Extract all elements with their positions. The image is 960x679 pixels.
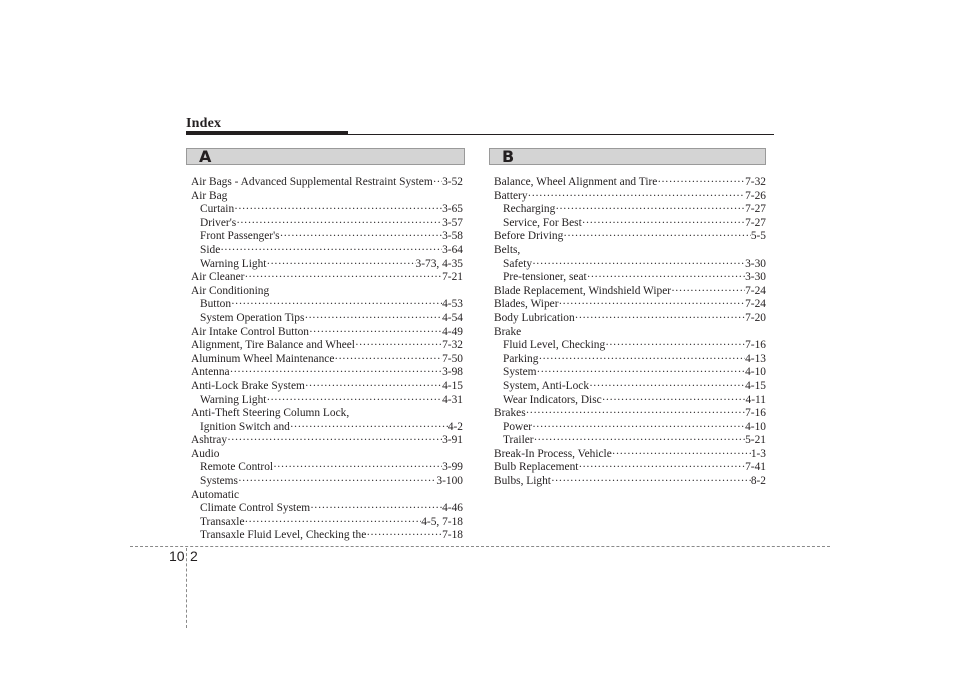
index-entry-text: Before Driving bbox=[494, 230, 564, 243]
index-entry-text: Automatic bbox=[191, 488, 240, 501]
index-entry bbox=[494, 271, 766, 285]
index-entry bbox=[191, 434, 463, 448]
section-header-a bbox=[186, 148, 465, 165]
index-entry-page: 4-10 bbox=[745, 420, 766, 433]
index-entry bbox=[191, 502, 463, 516]
index-entry bbox=[494, 285, 766, 299]
dot-leader bbox=[589, 380, 745, 394]
index-entry-page: 3-73, 4-35 bbox=[415, 257, 463, 270]
index-entry-text: Air Bag bbox=[191, 189, 228, 202]
index-entry-text: Curtain bbox=[200, 203, 235, 216]
index-entry-text: Power bbox=[503, 420, 533, 433]
index-entry-page: 7-21 bbox=[442, 271, 463, 284]
dot-leader bbox=[602, 394, 746, 408]
index-entry-page: 4-15 bbox=[745, 379, 766, 392]
index-entry-page: 3-65 bbox=[442, 203, 463, 216]
index-entry-text: Warning Light bbox=[200, 393, 267, 406]
index-entry bbox=[191, 176, 463, 190]
dot-leader bbox=[245, 516, 422, 530]
index-entry bbox=[494, 380, 766, 394]
index-entry bbox=[191, 475, 463, 489]
index-entry bbox=[191, 380, 463, 394]
dot-leader bbox=[575, 312, 745, 326]
index-entry-text: Blades, Wiper bbox=[494, 298, 559, 311]
index-entry-page: 4-13 bbox=[745, 352, 766, 365]
header-rule bbox=[186, 134, 774, 135]
chapter-number: 10 bbox=[169, 548, 185, 564]
index-entry bbox=[494, 407, 766, 421]
index-entry bbox=[191, 461, 463, 475]
index-entry-text: Brake bbox=[494, 325, 522, 338]
dot-leader bbox=[273, 461, 442, 475]
index-entry-text: Break-In Process, Vehicle bbox=[494, 447, 612, 460]
index-entry-text: Transaxle bbox=[200, 515, 245, 528]
index-entry bbox=[191, 529, 463, 543]
dot-leader bbox=[244, 271, 442, 285]
index-entry-text: Service, For Best bbox=[503, 216, 582, 229]
dot-leader bbox=[538, 353, 745, 367]
index-entry bbox=[494, 176, 766, 190]
index-entry bbox=[191, 271, 463, 285]
index-entry-text: Bulbs, Light bbox=[494, 475, 551, 488]
dot-leader bbox=[230, 366, 443, 380]
index-entry-text: Air Conditioning bbox=[191, 284, 270, 297]
index-entry-text: Wear Indicators, Disc bbox=[503, 393, 602, 406]
index-entry-page: 1-3 bbox=[750, 447, 766, 460]
index-entry-text: Trailer bbox=[503, 434, 534, 447]
index-entry bbox=[494, 190, 766, 204]
index-entry-text: Bulb Replacement bbox=[494, 461, 579, 474]
dot-leader bbox=[334, 353, 442, 367]
index-entry-page: 7-16 bbox=[745, 339, 766, 352]
dot-leader bbox=[534, 434, 746, 448]
index-entry-text: Safety bbox=[503, 257, 533, 270]
index-entry bbox=[494, 203, 766, 217]
dot-leader bbox=[227, 434, 442, 448]
index-entry-text: Air Intake Control Button bbox=[191, 325, 310, 338]
index-entry-page: 3-57 bbox=[442, 216, 463, 229]
index-entry-page: 4-31 bbox=[442, 393, 463, 406]
index-entry-text: Climate Control System bbox=[200, 502, 311, 515]
index-entry-text: Antenna bbox=[191, 366, 230, 379]
index-entry bbox=[191, 312, 463, 326]
dot-leader bbox=[304, 312, 442, 326]
dot-leader bbox=[310, 502, 442, 516]
index-entry bbox=[191, 285, 463, 299]
dot-leader bbox=[266, 394, 442, 408]
index-entry-text: Air Bags - Advanced Supplemental Restraint System bbox=[191, 176, 433, 188]
index-entry-page: 7-32 bbox=[745, 176, 766, 188]
index-entry-page: 4-46 bbox=[442, 502, 463, 515]
index-entry-text: Battery bbox=[494, 189, 528, 202]
index-entry bbox=[494, 244, 766, 258]
index-entry-page: 3-91 bbox=[442, 434, 463, 447]
dot-leader bbox=[605, 339, 745, 353]
index-entry bbox=[494, 421, 766, 435]
index-entry bbox=[494, 326, 766, 340]
index-entry bbox=[191, 394, 463, 408]
index-entry-page: 4-54 bbox=[442, 311, 463, 324]
index-entry bbox=[191, 421, 463, 435]
index-entry bbox=[191, 217, 463, 231]
index-entry-text: Belts, bbox=[494, 243, 521, 256]
index-entry-page: 3-64 bbox=[442, 243, 463, 256]
page-title: Index bbox=[186, 116, 222, 131]
dot-leader bbox=[238, 475, 436, 489]
index-column-a bbox=[191, 176, 463, 543]
dot-leader bbox=[537, 366, 746, 380]
index-entry-page: 4-2 bbox=[447, 420, 463, 433]
index-entry-text: Anti-Lock Brake System bbox=[191, 379, 305, 392]
index-entry bbox=[191, 203, 463, 217]
dot-leader bbox=[220, 244, 442, 258]
dot-leader bbox=[266, 258, 415, 272]
index-entry-text: Audio bbox=[191, 447, 220, 460]
index-entry bbox=[191, 244, 463, 258]
index-entry-text: Body Lubrication bbox=[494, 311, 575, 324]
index-entry-text: Side bbox=[200, 243, 221, 256]
index-entry bbox=[494, 353, 766, 367]
index-entry bbox=[191, 190, 463, 204]
index-entry-page: 7-32 bbox=[442, 339, 463, 352]
index-entry-text: Pre-tensioner, seat bbox=[503, 271, 587, 284]
index-entry-text: Driver's bbox=[200, 216, 237, 229]
index-entry-page: 7-50 bbox=[442, 352, 463, 365]
dot-leader bbox=[433, 176, 442, 190]
index-entry-page: 4-53 bbox=[442, 298, 463, 311]
index-entry-text: System bbox=[503, 366, 537, 379]
index-entry-page: 7-24 bbox=[745, 284, 766, 297]
index-entry bbox=[494, 448, 766, 462]
index-entry-text: Fluid Level, Checking bbox=[503, 339, 606, 352]
index-entry-page: 5-5 bbox=[750, 230, 766, 243]
index-entry bbox=[494, 298, 766, 312]
index-entry bbox=[191, 407, 463, 421]
index-entry bbox=[494, 461, 766, 475]
index-entry bbox=[494, 217, 766, 231]
index-entry-page: 4-11 bbox=[745, 393, 766, 406]
section-header-b bbox=[489, 148, 766, 165]
footer-divider bbox=[186, 548, 187, 628]
dot-leader bbox=[612, 448, 751, 462]
dot-leader bbox=[528, 190, 746, 204]
dot-leader bbox=[657, 176, 745, 190]
index-entry-page: 7-24 bbox=[745, 298, 766, 311]
dot-leader bbox=[290, 421, 448, 435]
dot-leader bbox=[555, 203, 745, 217]
dot-leader bbox=[563, 230, 751, 244]
index-entry-text: Button bbox=[200, 298, 232, 311]
index-entry bbox=[494, 434, 766, 448]
index-entry-text: Front Passenger's bbox=[200, 230, 280, 243]
dot-leader bbox=[587, 271, 745, 285]
index-entry bbox=[191, 366, 463, 380]
index-entry-text: System, Anti-Lock bbox=[503, 379, 590, 392]
index-entry bbox=[191, 326, 463, 340]
dot-leader bbox=[234, 203, 442, 217]
index-entry-page: 7-27 bbox=[745, 203, 766, 216]
dot-leader bbox=[578, 461, 745, 475]
dot-leader bbox=[532, 421, 745, 435]
footer-rule bbox=[130, 546, 830, 547]
index-entry-page: 3-30 bbox=[745, 271, 766, 284]
section-letter-b: B bbox=[502, 147, 515, 166]
index-entry-text: Alignment, Tire Balance and Wheel bbox=[191, 339, 355, 352]
index-entry-page: 7-41 bbox=[745, 461, 766, 474]
dot-leader bbox=[671, 285, 745, 299]
index-entry bbox=[191, 339, 463, 353]
index-entry-text: Parking bbox=[503, 352, 539, 365]
index-entry-page: 7-27 bbox=[745, 216, 766, 229]
index-entry-text: Ashtray bbox=[191, 434, 228, 447]
page-number: 2 bbox=[190, 548, 198, 564]
index-entry bbox=[191, 298, 463, 312]
index-entry bbox=[494, 258, 766, 272]
index-entry bbox=[191, 230, 463, 244]
dot-leader bbox=[355, 339, 442, 353]
index-entry bbox=[494, 312, 766, 326]
index-entry-text: Warning Light bbox=[200, 257, 267, 270]
index-entry bbox=[494, 394, 766, 408]
index-entry bbox=[494, 339, 766, 353]
index-entry-text: Recharging bbox=[503, 203, 556, 216]
dot-leader bbox=[526, 407, 745, 421]
index-entry bbox=[191, 516, 463, 530]
index-entry-text: Transaxle Fluid Level, Checking the bbox=[200, 529, 367, 542]
dot-leader bbox=[280, 230, 443, 244]
index-entry bbox=[191, 258, 463, 272]
index-entry-page: 4-49 bbox=[442, 325, 463, 338]
index-entry-page: 3-52 bbox=[442, 176, 463, 188]
index-entry-page: 4-15 bbox=[442, 379, 463, 392]
index-entry-page: 4-10 bbox=[745, 366, 766, 379]
index-entry bbox=[494, 230, 766, 244]
section-letter-a: A bbox=[199, 147, 212, 166]
dot-leader bbox=[532, 258, 745, 272]
index-entry-page: 7-16 bbox=[745, 407, 766, 420]
index-entry-text: Remote Control bbox=[200, 461, 274, 474]
dot-leader bbox=[305, 380, 442, 394]
index-entry bbox=[494, 366, 766, 380]
index-entry-text: Blade Replacement, Windshield Wiper bbox=[494, 284, 672, 297]
dot-leader bbox=[366, 529, 442, 543]
index-entry-page: 3-58 bbox=[442, 230, 463, 243]
index-entry-text: Aluminum Wheel Maintenance bbox=[191, 352, 335, 365]
index-entry bbox=[191, 489, 463, 503]
index-entry-page: 3-99 bbox=[442, 461, 463, 474]
index-entry-text: Balance, Wheel Alignment and Tire bbox=[494, 176, 658, 188]
index-entry-page: 3-100 bbox=[436, 475, 463, 488]
index-entry-text: Air Cleaner bbox=[191, 271, 245, 284]
dot-leader bbox=[559, 298, 746, 312]
index-entry-text: Brakes bbox=[494, 407, 526, 420]
index-entry-page: 4-5, 7-18 bbox=[421, 515, 463, 528]
index-entry-text: Ignition Switch and bbox=[200, 420, 290, 433]
index-entry-text: System Operation Tips bbox=[200, 311, 305, 324]
dot-leader bbox=[236, 217, 442, 231]
dot-leader bbox=[231, 298, 442, 312]
index-entry-page: 7-20 bbox=[745, 311, 766, 324]
index-entry bbox=[191, 353, 463, 367]
index-column-b bbox=[494, 176, 766, 489]
index-entry-page: 8-2 bbox=[750, 475, 766, 488]
index-entry-page: 3-98 bbox=[442, 366, 463, 379]
index-entry-text: Systems bbox=[200, 475, 238, 488]
index-entry-page: 5-21 bbox=[745, 434, 766, 447]
index-entry-page: 3-30 bbox=[745, 257, 766, 270]
index-entry-text: Anti-Theft Steering Column Lock, bbox=[191, 407, 350, 420]
dot-leader bbox=[551, 475, 751, 489]
dot-leader bbox=[309, 326, 442, 340]
index-entry bbox=[191, 448, 463, 462]
index-entry-page: 7-18 bbox=[442, 529, 463, 542]
dot-leader bbox=[582, 217, 745, 231]
index-entry-page: 7-26 bbox=[745, 189, 766, 202]
index-entry bbox=[494, 475, 766, 489]
